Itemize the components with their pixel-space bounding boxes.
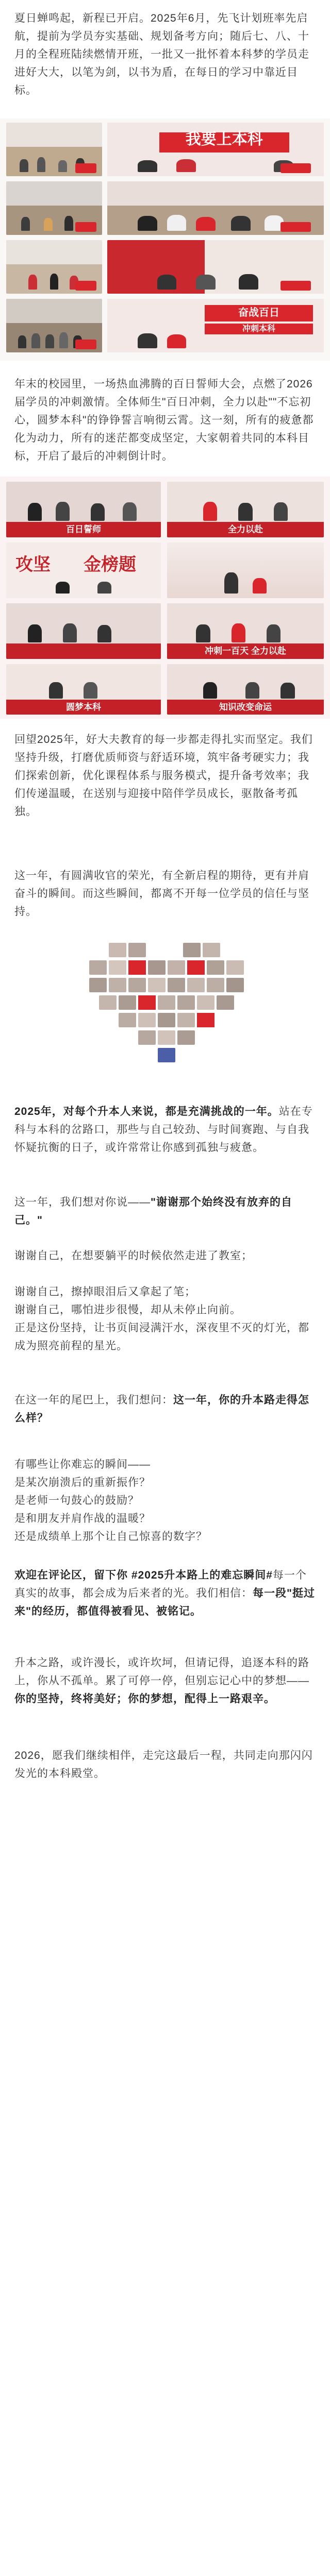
banner-photo bbox=[107, 123, 324, 176]
crowd-photo bbox=[6, 299, 102, 352]
heart-photo-collage bbox=[0, 943, 330, 1087]
banner-text: 金榜题 bbox=[84, 555, 136, 575]
rally-photo bbox=[167, 482, 324, 537]
banner-text: 奋战百日 bbox=[205, 305, 313, 321]
thanks-list-1: 谢谢自己，在想要躺平的时候依然走进了教室； bbox=[14, 1250, 253, 1262]
invite-strong-1: 欢迎在评论区，留下你 #2025升本路上的难忘瞬间# bbox=[14, 1569, 273, 1581]
thanks-list-2: 谢谢自己，擦掉眼泪后又拿起了笔； bbox=[14, 1286, 196, 1298]
review-paragraph-2: 这一年，有圆满收官的荣光，有全新启程的期待，更有并肩奋斗的瞬间。而这些瞬间，都离不开每一位学员的信任与坚持。 bbox=[14, 870, 309, 918]
rally-photo bbox=[6, 603, 161, 659]
students-photo bbox=[107, 181, 324, 235]
meaning-paragraph bbox=[14, 1103, 316, 1157]
stage-photo bbox=[107, 299, 324, 352]
question-lead: 在这一年的尾巴上，我们想问： bbox=[14, 1394, 173, 1406]
team-photo bbox=[6, 240, 102, 294]
meaning-lead: 2025年，对每个升本人来说，都是充满挑战的一年。 bbox=[14, 1106, 279, 1117]
question-strong: 这一年，你的升本路走得怎么样？ bbox=[14, 1394, 309, 1424]
closing-paragraph-1 bbox=[14, 1654, 316, 1708]
rally-photo bbox=[6, 482, 161, 537]
thanks-list-4: 正是这份坚持，让书页间浸满汗水，深夜里不灭的灯光，都成为照亮前程的星光。 bbox=[14, 1322, 309, 1352]
question-item: 有哪些让你难忘的瞬间—— bbox=[14, 1459, 151, 1470]
banner-text: 攻坚 bbox=[15, 555, 51, 575]
rally-photo bbox=[6, 664, 161, 715]
rally-photo bbox=[167, 543, 324, 598]
photo-gallery-opening bbox=[0, 118, 330, 361]
intro-paragraph: 夏日蝉鸣起，新程已开启。2025年6月，先飞计划班率先启航，提前为学员夯实基础、规划备考方向；随后七、八、十月的全程班陆续燃情开班，一批又一批怀着本科梦的学员走进好大大，以笔为剑，以书为盾，在每日的学习中靠近目标。 bbox=[14, 12, 309, 96]
thanks-list-3: 谢谢自己，哪怕进步很慢，却从未停止向前。 bbox=[14, 1304, 241, 1316]
thanks-quote: "谢谢那个始终没有放弃的自己。" bbox=[14, 1196, 292, 1226]
closing-text: 升本之路，或许漫长，或许坎坷，但请记得，追逐本科的路上，你从不孤单。累了可停一停，但别忘记心中的梦想—— bbox=[14, 1657, 309, 1687]
review-paragraph-1: 回望2025年，好大夫教育的每一步都走得扎实而坚定。我们坚持升级，打磨优质师资与舒适环境，筑牢备考硬实力；我们探索创新，优化课程体系与服务模式，提升备考效率；我们传递温暖，在送别与迎接中陪伴学员成长，驱散备考孤独。 bbox=[14, 734, 313, 818]
red-wall-photo bbox=[107, 240, 324, 294]
invite-text: 每一个真实的故事，都会成为后来者的光。我们相信： bbox=[14, 1569, 307, 1599]
rally-photo bbox=[167, 664, 324, 715]
classroom-photo bbox=[6, 181, 102, 235]
question-item: 是老师一句鼓心的鼓励？ bbox=[14, 1495, 139, 1506]
invite-strong-2: 每一段"挺过来"的经历，都值得被看见、被铭记。 bbox=[14, 1587, 315, 1617]
rally-paragraph: 年末的校园里，一场热血沸腾的百日誓师大会，点燃了2026届学员的冲刺激情。全体师生"百日冲刺，全力以赴""不忘初心，圆梦本科"的铮铮誓言响彻云霄。这一刻，所有的疲惫都化为动力，所有的迷茫都变成坚定，大家朝着共同的本科目标，开启了最后的冲刺倒计时。 bbox=[14, 378, 314, 462]
photo-gallery-rally bbox=[0, 477, 330, 719]
banner-text: 知识改变命运 bbox=[167, 700, 324, 715]
banner-text: 我要上本科 bbox=[159, 132, 289, 153]
classroom-photo bbox=[6, 123, 102, 176]
question-paragraph bbox=[14, 1391, 316, 1427]
banner-text: 冲刺一百天 全力以赴 bbox=[167, 643, 324, 659]
rally-photo bbox=[167, 603, 324, 659]
banner-text: 圆梦本科 bbox=[6, 700, 161, 715]
closing-strong: 你的坚持，终将美好；你的梦想，配得上一路艰辛。 bbox=[14, 1693, 275, 1705]
question-item: 还是成绩单上那个让自己惊喜的数字？ bbox=[14, 1531, 207, 1543]
thanks-lead: 这一年，我们想对你说—— bbox=[14, 1196, 151, 1208]
banner-text: 百日誓师 bbox=[6, 522, 161, 537]
banner-text: 全力以赴 bbox=[167, 522, 324, 537]
invite-paragraph bbox=[14, 1566, 316, 1620]
question-item: 是某次崩溃后的重新振作？ bbox=[14, 1477, 151, 1488]
closing-paragraph-2: 2026，愿我们继续相伴，走完这最后一程，共同走向那闪闪发光的本科殿堂。 bbox=[14, 1750, 313, 1780]
meaning-rest: 站在专科与本科的岔路口，那些与自己较劲、与时间赛跑、与自我怀疑抗衡的日子，或许常常让你感到孤独与疲惫。 bbox=[14, 1106, 313, 1154]
rally-photo bbox=[6, 543, 161, 598]
question-item: 是和朋友并肩作战的温暖？ bbox=[14, 1513, 151, 1524]
banner-subtext: 冲刺本科 bbox=[205, 324, 313, 334]
thanks-paragraph bbox=[14, 1193, 316, 1229]
